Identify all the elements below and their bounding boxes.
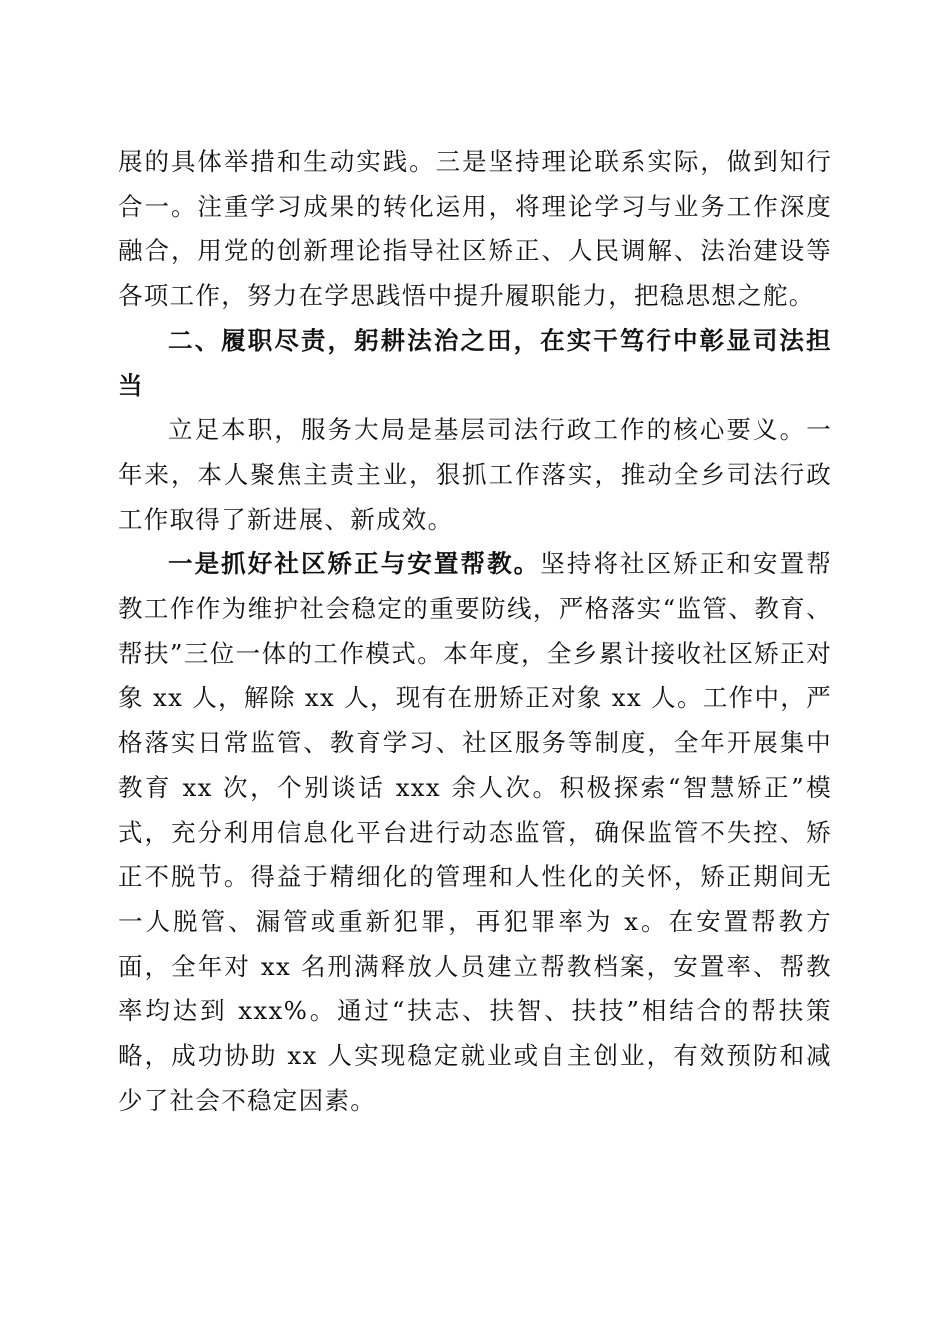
section-heading: 二、履职尽责，躬耕法治之田，在实干笃行中彰显司法担当 [118, 325, 832, 400]
paragraph-continuation: 展的具体举措和生动实践。三是坚持理论联系实际，做到知行合一。注重学习成果的转化运用，将理论学习与业务工作深度融合，用党的创新理论指导社区矫正、人民调解、法治建设等各项工作，努力在学思践悟中提升履职能力，把稳思想之舵。 [118, 147, 832, 311]
paragraph-body: 坚持将社区矫正和安置帮教工作作为维护社会稳定的重要防线，严格落实“监管、教育、帮扶”三位一体的工作模式。本年度，全乡累计接收社区矫正对象 xx 人，解除 xx 人，现有在册矫正对象 xx 人。工作中，严格落实日常监管、教育学习、社区服务等制度，全年开展集中教育 xx 次，个别谈话 xxx 余人次。积极探索“智慧矫正”模式，充分利用信息化平台进行动态监管，确保监管不失控、矫正不脱节。得益于精细化的管理和人性化的关怀，矫正期间无一人脱管、漏管或重新犯罪，再犯罪率为 x。在安置帮教方面，全年对 xx 名刑满释放人员建立帮教档案，安置率、帮教率均达到 xxx%。通过“扶志、扶智、扶技”相结合的帮扶策略，成功协助 xx 人实现稳定就业或自主创业，有效预防和减少了社会不稳定因素。 [118, 549, 833, 1115]
paragraph-intro: 立足本职，服务大局是基层司法行政工作的核心要义。一年来，本人聚焦主责主业，狠抓工作落实，推动全乡司法行政工作取得了新进展、新成效。 [118, 415, 832, 534]
paragraph-lead: 一是抓好社区矫正与安置帮教。 [168, 549, 541, 579]
document-body [118, 140, 832, 1123]
paragraph-community-correction [118, 542, 832, 1123]
